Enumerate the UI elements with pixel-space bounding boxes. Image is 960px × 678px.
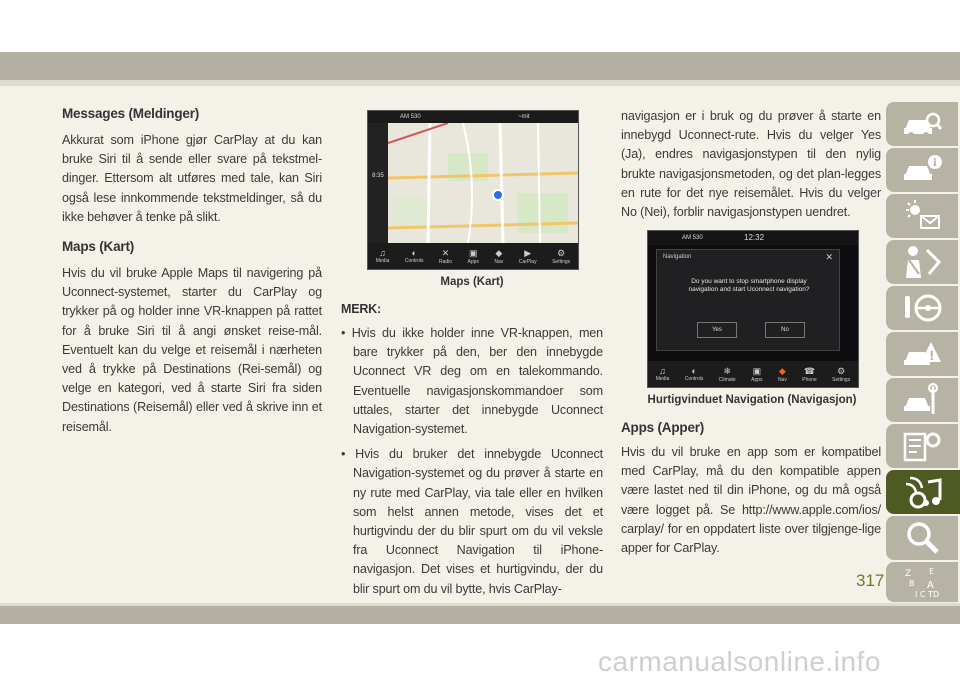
map-nav-bar xyxy=(368,243,578,269)
tab-safety[interactable] xyxy=(886,240,958,284)
map-roads xyxy=(388,123,578,243)
svg-text:D: D xyxy=(933,590,940,599)
roadside-warning-icon xyxy=(901,336,943,372)
top-band xyxy=(0,52,960,80)
warning-light-message-icon xyxy=(901,198,943,234)
maps-heading: Maps (Kart) xyxy=(62,239,135,255)
nav-controls[interactable]: ◐ Controls xyxy=(404,248,424,264)
watermark: carmanualsonline.info xyxy=(598,646,881,677)
map-view xyxy=(388,123,578,243)
nav-settings[interactable]: ⚙ Settings xyxy=(552,247,571,265)
tab-emergency[interactable] xyxy=(886,332,958,376)
popup-nav-settings[interactable]: ⚙ Settings xyxy=(832,365,851,383)
close-icon[interactable]: ✕ xyxy=(825,252,833,262)
nav-radio[interactable]: ✕ Radio xyxy=(438,247,453,265)
chapter-tabs xyxy=(886,100,960,599)
car-info-icon xyxy=(901,152,943,188)
bottom-band xyxy=(0,606,960,624)
svg-text:i: i xyxy=(933,158,937,169)
steering-wheel-key-icon xyxy=(901,290,943,326)
popup-dialog-text: Do you want to stop smartphone display navigation and start Uconnect navigation? xyxy=(688,278,810,293)
popup-nav-media[interactable]: ♫ Media xyxy=(655,366,670,382)
seatbelt-airbag-icon xyxy=(901,244,943,280)
popup-dialog-title: Navigation xyxy=(663,254,692,260)
car-maintenance-icon xyxy=(901,382,943,418)
middle-column xyxy=(341,302,603,599)
popup-figure-caption: Hurtigvinduet Navigation (Navigasjon) xyxy=(647,394,857,406)
popup-nav-bar xyxy=(648,361,858,387)
search-magnifier-icon xyxy=(901,520,943,556)
tab-search[interactable] xyxy=(886,516,958,560)
maps-figure-caption: Maps (Kart) xyxy=(440,276,504,288)
left-column xyxy=(62,106,322,437)
apps-text: Hvis du vil bruke en app som er kompatibel med CarPlay, må du den kompatible appen være lastet ned til din iPhone, og du må også være logget på. Se http://www.apple.com/ios/ carplay/ for en oppdatert liste over tilgjenge-lige apper for CarPlay. xyxy=(621,445,881,556)
apps-heading: Apps (Apper) xyxy=(621,420,705,435)
tab-multimedia[interactable] xyxy=(886,470,960,514)
map-status-right: ~mit xyxy=(518,114,530,120)
right-column-top xyxy=(621,107,881,222)
popup-nav-phone[interactable]: ☎ Phone xyxy=(802,365,817,383)
popup-yes-button[interactable]: Yes xyxy=(697,322,737,338)
map-time: 8:35 xyxy=(372,173,384,179)
note-bullet-2: • Hvis du bruker det innebygde Uconnect Navigation-systemet og du prøver å starte en ny rute med CarPlay, via tale eller en hvilken som helst annen metode, vises det et hurtigvindu der du blir spurt om du vil veksle fra Uconnect Navigation til iPhone-navigasjon. Det vises et hurtigvindu, der du blir spurt om du vil bytte, hvis CarPlay- xyxy=(341,447,603,596)
maps-screenshot xyxy=(367,110,579,270)
popup-dialog xyxy=(656,249,840,351)
popup-time: 12:32 xyxy=(744,233,765,242)
multimedia-music-icon xyxy=(902,474,944,510)
messages-heading: Messages (Meldinger) xyxy=(62,106,200,121)
svg-text:A: A xyxy=(927,580,934,591)
tab-starting-operating[interactable] xyxy=(886,286,958,330)
popup-status-left: AM 530 xyxy=(682,235,703,241)
svg-text:Z: Z xyxy=(905,569,912,579)
popup-nav-climate[interactable]: ❄ Climate xyxy=(718,365,736,383)
tab-warning-lights[interactable] xyxy=(886,194,958,238)
messages-text: Akkurat som iPhone gjør CarPlay at du kan bruke Siri til å sende eller svare på tekstmel-dinger. Ettersom alt utføres med tale, kan Siri også lese innkommende tekstmeldinger, så du ikke behøver å tenke på slikt. xyxy=(62,133,322,224)
tab-maintenance[interactable] xyxy=(886,378,958,422)
note-bullet-1: • Hvis du ikke holder inne VR-knappen, men bare trykker på den, ber den innebygde Uconnect VR deg om en talekommando. Eventuelle navigasjonskommandoer som uttales, starter det innebygde Uconnect Navigation-systemet. xyxy=(341,326,603,437)
alphabet-index-icon xyxy=(901,564,943,600)
nav-apps[interactable]: ▣ Apps xyxy=(467,247,479,265)
continued-text: navigasjon er i bruk og du prøver å starte en innebygd Uconnect-rute. Hvis du velger Yes (Ja), endres navigasjonstypen til den nylig brukte navigasjonsmetoden, og det plan-legges en rute for det nye reisemålet. Hvis du velger No (Nei), forblir navigasjonstypen uendret. xyxy=(621,109,881,220)
nav-nav[interactable]: ◆ Nav xyxy=(494,247,504,265)
tab-index[interactable] xyxy=(886,562,958,602)
navigation-popup-screenshot xyxy=(647,230,859,388)
popup-status-bar xyxy=(648,231,858,245)
map-status-left: AM 530 xyxy=(400,114,421,120)
car-search-icon xyxy=(901,106,943,142)
maps-text: Hvis du vil bruke Apple Maps til navigering på Uconnect-systemet, starter du CarPlay og trykker på og holder inne VR-knappen på rattet for å bruke Siri til å angi ønsket reise-mål. Eventuelt kan du velge et reisemål i nærheten ved å trykke på Destinations (Rei-semål) og velge en kategori, ved å starte Siri fra siden Destinations (Reisemål) eller ved å skrive inn et reisemål. xyxy=(62,266,322,434)
popup-no-button[interactable]: No xyxy=(765,322,805,338)
svg-text:!: ! xyxy=(929,349,935,363)
map-status-bar xyxy=(368,111,578,123)
tab-specifications[interactable] xyxy=(886,424,958,468)
nav-carplay[interactable]: ▶ CarPlay xyxy=(518,247,537,265)
popup-nav-controls[interactable]: ◐ Controls xyxy=(684,366,704,382)
popup-nav-nav[interactable]: ◆ Nav xyxy=(777,365,787,383)
map-left-rail xyxy=(368,123,388,243)
tab-car-search[interactable] xyxy=(886,102,958,146)
page-number: 317 xyxy=(856,571,885,590)
popup-nav-apps[interactable]: ▣ Apps xyxy=(751,365,763,383)
nav-media[interactable]: ♫ Media xyxy=(375,248,390,264)
specifications-gear-icon xyxy=(901,428,943,464)
right-column-bottom xyxy=(621,420,881,558)
svg-text:B: B xyxy=(909,579,915,588)
svg-text:E: E xyxy=(929,567,935,576)
svg-text:I C T: I C T xyxy=(915,590,933,599)
note-heading: MERK: xyxy=(341,302,381,316)
tab-car-info[interactable] xyxy=(886,148,958,192)
